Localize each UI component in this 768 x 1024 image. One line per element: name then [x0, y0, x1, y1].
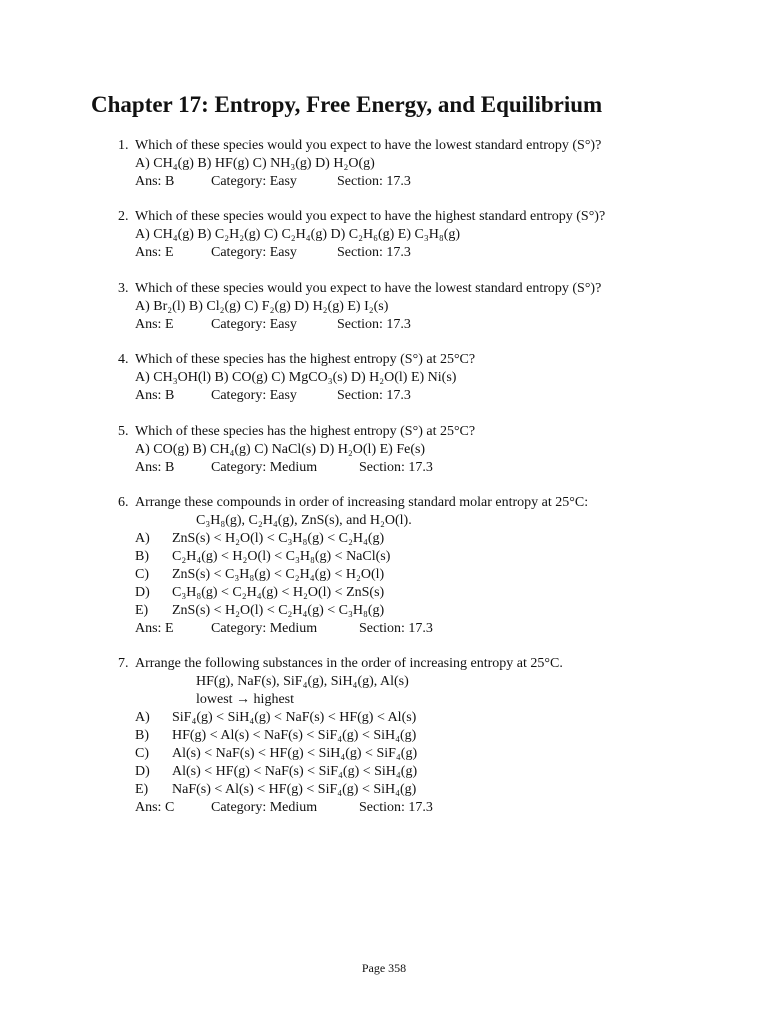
option-label: D): [135, 764, 150, 779]
option-label: B): [135, 549, 149, 564]
option-a: [118, 709, 563, 727]
question-number: 1.: [118, 138, 129, 153]
option-c: [118, 566, 588, 584]
question-4: [118, 351, 475, 405]
question-number: 5.: [118, 424, 129, 439]
option-label: E): [135, 782, 149, 797]
question-1: [118, 137, 601, 191]
question-number: 3.: [118, 281, 129, 296]
answer-info: [118, 316, 601, 334]
option-text: ZnS(s) < C₃H₈(g) < C₂H₄(g) < H₂O(l): [172, 567, 385, 582]
answer-info: [118, 459, 475, 477]
section: Section: 17.3: [337, 388, 411, 403]
category: Category: Easy: [211, 174, 297, 189]
option-text: Al(s) < HF(g) < NaF(s) < SiF₄(g) < SiH₄(g): [172, 764, 418, 779]
answer-info: [118, 620, 588, 638]
category: Category: Easy: [211, 317, 297, 332]
answer-key: Ans: E: [135, 245, 174, 260]
answer-choices: A) CH₄(g) B) HF(g) C) NH₃(g) D) H₂O(g): [135, 156, 375, 171]
question-stem: Which of these species would you expect to have the lowest standard entropy (S°)?: [135, 138, 602, 153]
answer-key: Ans: C: [135, 800, 175, 815]
answer-choices: A) Br₂(l) B) Cl₂(g) C) F₂(g) D) H₂(g) E) I₂(s): [135, 299, 389, 314]
question-7: [118, 655, 563, 817]
section: Section: 17.3: [359, 460, 433, 475]
category: Category: Easy: [211, 245, 297, 260]
option-text: C₂H₄(g) < H₂O(l) < C₃H₈(g) < NaCl(s): [172, 549, 391, 564]
section: Section: 17.3: [337, 317, 411, 332]
option-label: C): [135, 567, 149, 582]
order-hint: lowest → highest: [196, 692, 294, 707]
question-stem: Which of these species would you expect to have the lowest standard entropy (S°)?: [135, 281, 602, 296]
category: Category: Medium: [211, 460, 318, 475]
chapter-title: Chapter 17: Entropy, Free Energy, and Equilibrium: [91, 92, 603, 117]
question-number: 4.: [118, 352, 129, 367]
page-number: Page 358: [361, 961, 407, 975]
option-text: C₃H₈(g) < C₂H₄(g) < H₂O(l) < ZnS(s): [172, 585, 385, 600]
answer-key: Ans: E: [135, 317, 174, 332]
answer-key: Ans: B: [135, 174, 175, 189]
question-6: [118, 494, 588, 638]
option-text: ZnS(s) < H₂O(l) < C₂H₄(g) < C₃H₈(g): [172, 603, 385, 618]
option-label: E): [135, 603, 149, 618]
section: Section: 17.3: [337, 245, 411, 260]
section: Section: 17.3: [359, 800, 433, 815]
option-label: A): [135, 710, 150, 725]
question-number: 2.: [118, 209, 129, 224]
option-label: A): [135, 531, 150, 546]
answer-key: Ans: E: [135, 621, 174, 636]
option-text: Al(s) < NaF(s) < HF(g) < SiH₄(g) < SiF₄(g): [172, 746, 418, 761]
answer-info: [118, 173, 601, 191]
substance-list: HF(g), NaF(s), SiF₄(g), SiH₄(g), Al(s): [196, 674, 409, 689]
option-text: ZnS(s) < H₂O(l) < C₃H₈(g) < C₂H₄(g): [172, 531, 385, 546]
category: Category: Medium: [211, 621, 318, 636]
answer-choices: A) CH₄(g) B) C₂H₂(g) C) C₂H₄(g) D) C₂H₆(g) E) C₃H₈(g): [135, 227, 461, 242]
option-b: [118, 727, 563, 745]
answer-key: Ans: B: [135, 460, 175, 475]
option-a: [118, 530, 588, 548]
question-number: 7.: [118, 656, 129, 671]
option-label: B): [135, 728, 149, 743]
answer-info: [118, 244, 605, 262]
option-text: SiF₄(g) < SiH₄(g) < NaF(s) < HF(g) < Al(s): [172, 710, 417, 725]
question-2: [118, 208, 605, 262]
category: Category: Easy: [211, 388, 297, 403]
option-d: [118, 763, 563, 781]
option-c: [118, 745, 563, 763]
option-e: [118, 602, 588, 620]
question-5: [118, 423, 475, 477]
answer-info: [118, 387, 475, 405]
category: Category: Medium: [211, 800, 318, 815]
section: Section: 17.3: [337, 174, 411, 189]
option-e: [118, 781, 563, 799]
option-b: [118, 548, 588, 566]
answer-key: Ans: B: [135, 388, 175, 403]
question-number: 6.: [118, 495, 129, 510]
answer-info: [118, 799, 563, 817]
option-text: NaF(s) < Al(s) < HF(g) < SiF₄(g) < SiH₄(g): [172, 782, 417, 797]
compound-list: C₃H₈(g), C₂H₄(g), ZnS(s), and H₂O(l).: [196, 513, 412, 528]
question-stem: Arrange the following substances in the order of increasing entropy at 25°C.: [135, 656, 563, 671]
option-label: D): [135, 585, 150, 600]
option-d: [118, 584, 588, 602]
section: Section: 17.3: [359, 621, 433, 636]
question-stem: Which of these species has the highest entropy (S°) at 25°C?: [135, 352, 476, 367]
answer-choices: A) CO(g) B) CH₄(g) C) NaCl(s) D) H₂O(l) E) Fe(s): [135, 442, 426, 457]
question-stem: Which of these species has the highest entropy (S°) at 25°C?: [135, 424, 476, 439]
question-3: [118, 280, 601, 334]
question-stem: Which of these species would you expect to have the highest standard entropy (S°)?: [135, 209, 606, 224]
question-stem: Arrange these compounds in order of increasing standard molar entropy at 25°C:: [135, 495, 589, 510]
answer-choices: A) CH₃OH(l) B) CO(g) C) MgCO₃(s) D) H₂O(l) E) Ni(s): [135, 370, 457, 385]
option-text: HF(g) < Al(s) < NaF(s) < SiF₄(g) < SiH₄(g): [172, 728, 417, 743]
option-label: C): [135, 746, 149, 761]
